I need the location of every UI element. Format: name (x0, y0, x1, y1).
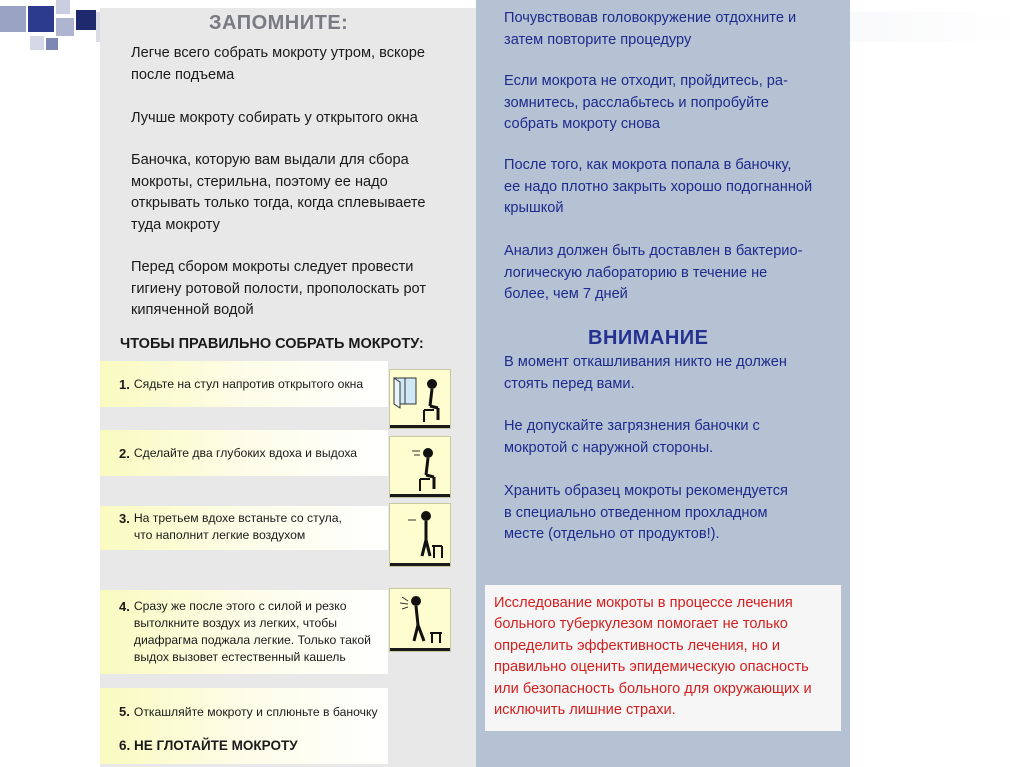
left-paragraph-2: Лучше мокроту собирать у открытого окна (131, 110, 418, 126)
red-note-text: Исследование мокроты в процессе лечения больного туберкулезом помогает не только определить эффективность лечения, но и правильно оценить эпидемическую опасность или безопасность больного для окружающих и исключить лишние страхи. (494, 595, 812, 719)
left-paragraph-1: Легче всего собрать мокроту утром, вскоре после подъема (131, 45, 425, 83)
right-paragraph-1: Почувствовав головокружение отдохните и затем повторите процедуру (504, 10, 797, 48)
instructions-subtitle: ЧТОБЫ ПРАВИЛЬНО СОБРАТЬ МОКРОТУ: (120, 336, 424, 352)
remember-title: ЗАПОМНИТЕ: (209, 12, 349, 34)
step-5: 5. Откашляйте мокроту и сплюньте в баночку (119, 704, 378, 719)
attention-paragraph-3: Хранить образец мокроты рекомендуется в специально отведенном прохладном месте (отдельно от продуктов!). (504, 483, 788, 542)
attention-paragraph-1: В момент откашливания никто не должен стоять перед вами. (504, 354, 787, 392)
step-6: 6. НЕ ГЛОТАЙТЕ МОКРОТУ (119, 738, 298, 753)
attention-title: ВНИМАНИЕ (588, 327, 709, 349)
left-paragraph-3: Баночка, которую вам выдали для сбора мокроты, стерильна, поэтому ее надо открывать только тогда, когда сплевываете туда мокроту (131, 152, 426, 233)
left-paragraph-4: Перед сбором мокроты следует провести гигиену ротовой полости, прополоскать рот кипяченной водой (131, 259, 427, 318)
sitting-by-window-illustration (389, 369, 451, 429)
step-2: 2. Сделайте два глубоких вдоха и выдоха (100, 430, 388, 476)
attention-paragraph-2: Не допускайте загрязнения баночки с мокротой с наружной стороны. (504, 418, 760, 456)
right-paragraph-2: Если мокрота не отходит, пройдитесь, ра- зомнитесь, расслабьтесь и попробуйте собрать мокроту снова (504, 73, 788, 132)
coughing-illustration (389, 588, 451, 652)
right-paragraph-3: После того, как мокрота попала в баночку, ее надо плотно закрыть хорошо подогнанной крышкой (504, 157, 813, 216)
standing-up-illustration (389, 503, 451, 567)
step-1: 1. Сядьте на стул напротив открытого окна (100, 361, 388, 407)
right-paragraph-4: Анализ должен быть доставлен в бактерио- логическую лабораторию в течение не более, чем 7 дней (504, 243, 803, 302)
step-4: 4. Сразу же после этого с силой и резко вытолкните воздух из легких, чтобы диафрагма поджала легкие. Только такой выдох вызовет естественный кашель (100, 590, 388, 674)
decorative-squares (0, 0, 100, 60)
steps-5-6 (100, 688, 388, 764)
breathing-illustration (389, 436, 451, 498)
step-3: 3. На третьем вдохе встаньте со стула, что наполнит легкие воздухом (100, 506, 388, 550)
